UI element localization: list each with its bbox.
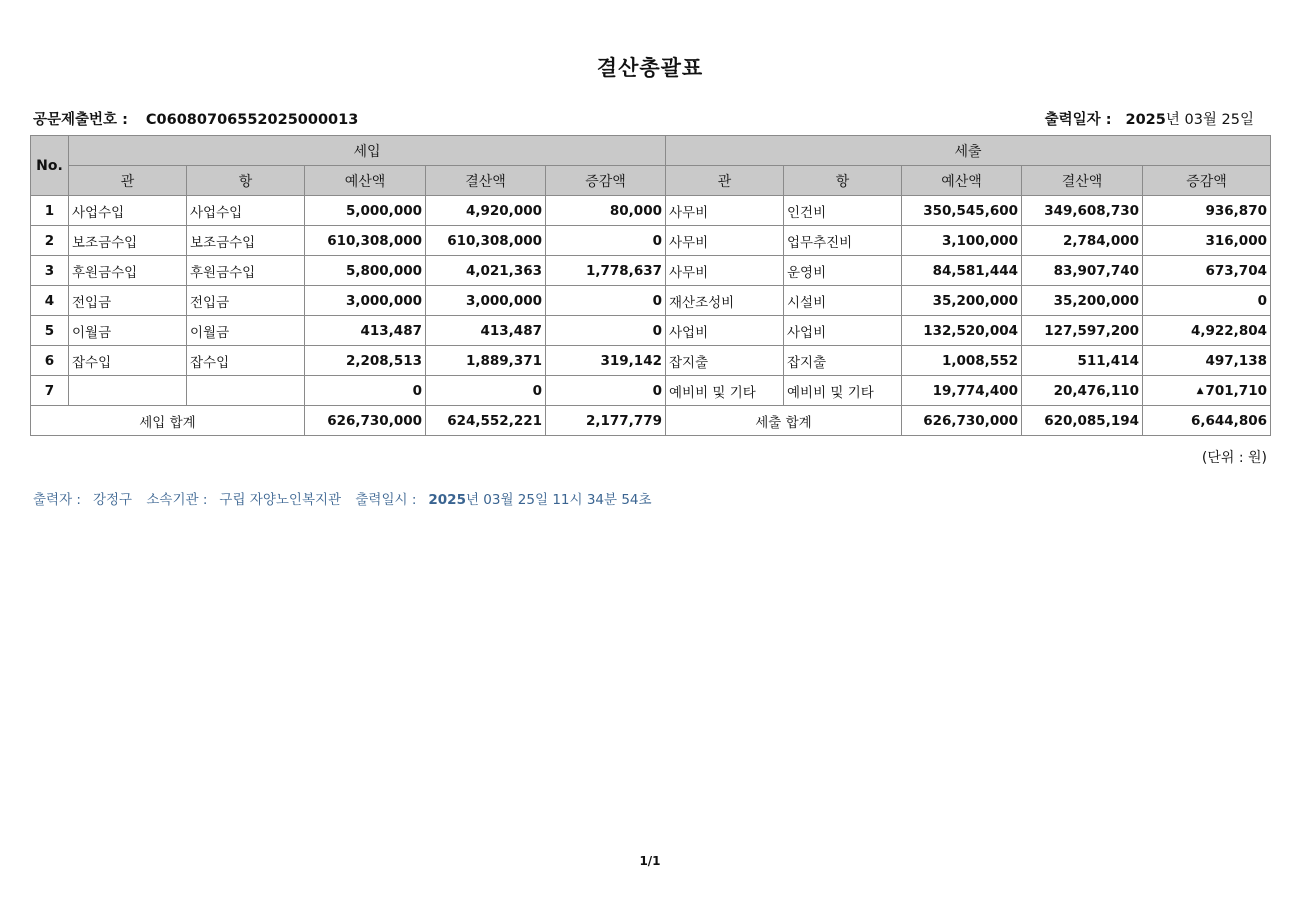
expense-difference [1143,316,1271,346]
revenue-hang [187,376,305,406]
expense-gwan: 사무비 [666,226,784,256]
document-number [33,110,358,130]
expense-settlement: 20,476,110 [1022,376,1143,406]
expense-difference [1143,256,1271,286]
revenue-gwan: 사업수입 [69,196,187,226]
revenue-hang: 후원금수입 [187,256,305,286]
revenue-header: 세입 [69,136,666,166]
expense-gwan: 사무비 [666,256,784,286]
revenue-settlement: 610,308,000 [426,226,546,256]
expense-hang: 시설비 [784,286,902,316]
settlement-summary-table [30,135,1271,436]
row-no: 2 [31,226,69,256]
table-row [31,316,1271,346]
expense-difference [1143,286,1271,316]
expense-difference-value: 0 [1257,292,1267,309]
page-title: 결산총괄표 [596,56,704,80]
revenue-hang-header: 항 [187,166,305,196]
expense-settlement: 349,608,730 [1022,196,1143,226]
revenue-budget: 5,000,000 [305,196,426,226]
expense-settlement-header: 결산액 [1022,166,1143,196]
revenue-hang: 사업수입 [187,196,305,226]
table-row [31,286,1271,316]
print-date [1045,110,1254,130]
revenue-total-budget: 626,730,000 [305,406,426,436]
expense-total-budget: 626,730,000 [902,406,1022,436]
revenue-gwan: 전입금 [69,286,187,316]
revenue-budget: 2,208,513 [305,346,426,376]
revenue-total-difference: 2,177,779 [546,406,666,436]
expense-difference [1143,346,1271,376]
revenue-budget: 610,308,000 [305,226,426,256]
expense-budget: 350,545,600 [902,196,1022,226]
revenue-gwan: 이월금 [69,316,187,346]
expense-total-difference: 6,644,806 [1143,406,1271,436]
expense-gwan: 재산조성비 [666,286,784,316]
revenue-settlement: 413,487 [426,316,546,346]
revenue-budget: 5,800,000 [305,256,426,286]
expense-total-settlement: 620,085,194 [1022,406,1143,436]
revenue-difference: 0 [546,286,666,316]
expense-difference-value: 936,870 [1205,202,1267,219]
revenue-hang: 전입금 [187,286,305,316]
printer-label: 출력자 : [33,492,81,508]
page-number: 1/1 [639,854,661,868]
expense-budget: 132,520,004 [902,316,1022,346]
revenue-hang: 잡수입 [187,346,305,376]
expense-gwan: 예비비 및 기타 [666,376,784,406]
expense-hang: 인건비 [784,196,902,226]
revenue-total-settlement: 624,552,221 [426,406,546,436]
row-no: 4 [31,286,69,316]
revenue-gwan: 보조금수입 [69,226,187,256]
revenue-settlement: 3,000,000 [426,286,546,316]
no-header: No. [31,136,69,196]
expense-gwan: 사무비 [666,196,784,226]
expense-difference-value: 497,138 [1205,352,1267,369]
expense-budget: 84,581,444 [902,256,1022,286]
table-row [31,226,1271,256]
expense-budget-header: 예산액 [902,166,1022,196]
expense-difference-value: 673,704 [1205,262,1267,279]
expense-difference-value: 4,922,804 [1190,322,1267,339]
unit-note: (단위 : 원) [1201,450,1267,466]
revenue-total-label: 세입 합계 [31,406,305,436]
expense-hang: 업무추진비 [784,226,902,256]
revenue-difference: 0 [546,226,666,256]
printed-at-label: 출력일시 : [355,492,417,508]
expense-budget: 1,008,552 [902,346,1022,376]
print-date-year: 2025 [1125,112,1166,128]
header-row-top [31,136,1271,166]
document-number-value: C06080706552025000013 [145,112,359,128]
revenue-settlement: 1,889,371 [426,346,546,376]
expense-hang: 운영비 [784,256,902,286]
org-name: 구립 자양노인복지관 [219,492,342,508]
revenue-difference: 1,778,637 [546,256,666,286]
expense-hang: 사업비 [784,316,902,346]
revenue-settlement-header: 결산액 [426,166,546,196]
expense-settlement: 83,907,740 [1022,256,1143,286]
revenue-difference: 319,142 [546,346,666,376]
expense-difference [1143,226,1271,256]
expense-gwan-header: 관 [666,166,784,196]
printed-at-year: 2025 [428,492,466,508]
revenue-budget: 0 [305,376,426,406]
row-no: 5 [31,316,69,346]
decrease-mark: ▲ [1196,385,1204,396]
revenue-gwan-header: 관 [69,166,187,196]
revenue-gwan [69,376,187,406]
row-no: 3 [31,256,69,286]
expense-budget: 35,200,000 [902,286,1022,316]
expense-settlement: 511,414 [1022,346,1143,376]
expense-difference-value: 316,000 [1205,232,1267,249]
expense-difference [1143,376,1271,406]
revenue-budget-header: 예산액 [305,166,426,196]
printed-at-rest: 년 03월 25일 11시 34분 54초 [465,492,652,508]
revenue-settlement: 4,920,000 [426,196,546,226]
document-number-label: 공문제출번호 : [33,112,128,128]
table-row [31,196,1271,226]
print-date-rest: 년 03월 25일 [1165,112,1254,128]
expense-gwan: 사업비 [666,316,784,346]
table-row [31,256,1271,286]
header-row-sub [31,166,1271,196]
expense-difference [1143,196,1271,226]
print-date-label: 출력일자 : [1044,112,1112,128]
printer-name: 강정구 [92,492,133,508]
expense-header: 세출 [666,136,1271,166]
table-row [31,346,1271,376]
print-info [33,488,662,508]
revenue-hang: 이월금 [187,316,305,346]
expense-hang: 예비비 및 기타 [784,376,902,406]
row-no: 1 [31,196,69,226]
revenue-settlement: 4,021,363 [426,256,546,286]
expense-budget: 3,100,000 [902,226,1022,256]
revenue-settlement: 0 [426,376,546,406]
revenue-gwan: 잡수입 [69,346,187,376]
expense-hang: 잡지출 [784,346,902,376]
revenue-budget: 3,000,000 [305,286,426,316]
table-row [31,376,1271,406]
expense-total-label: 세출 합계 [666,406,902,436]
revenue-hang: 보조금수입 [187,226,305,256]
revenue-difference: 0 [546,316,666,346]
expense-budget: 19,774,400 [902,376,1022,406]
row-no: 7 [31,376,69,406]
expense-hang-header: 항 [784,166,902,196]
expense-settlement: 35,200,000 [1022,286,1143,316]
expense-settlement: 2,784,000 [1022,226,1143,256]
revenue-gwan: 후원금수입 [69,256,187,286]
expense-difference-header: 증감액 [1143,166,1271,196]
expense-gwan: 잡지출 [666,346,784,376]
row-no: 6 [31,346,69,376]
revenue-budget: 413,487 [305,316,426,346]
expense-difference-value: 701,710 [1205,382,1267,399]
expense-settlement: 127,597,200 [1022,316,1143,346]
org-label: 소속기관 : [146,492,208,508]
totals-row [31,406,1271,436]
revenue-difference-header: 증감액 [546,166,666,196]
revenue-difference: 0 [546,376,666,406]
revenue-difference: 80,000 [546,196,666,226]
